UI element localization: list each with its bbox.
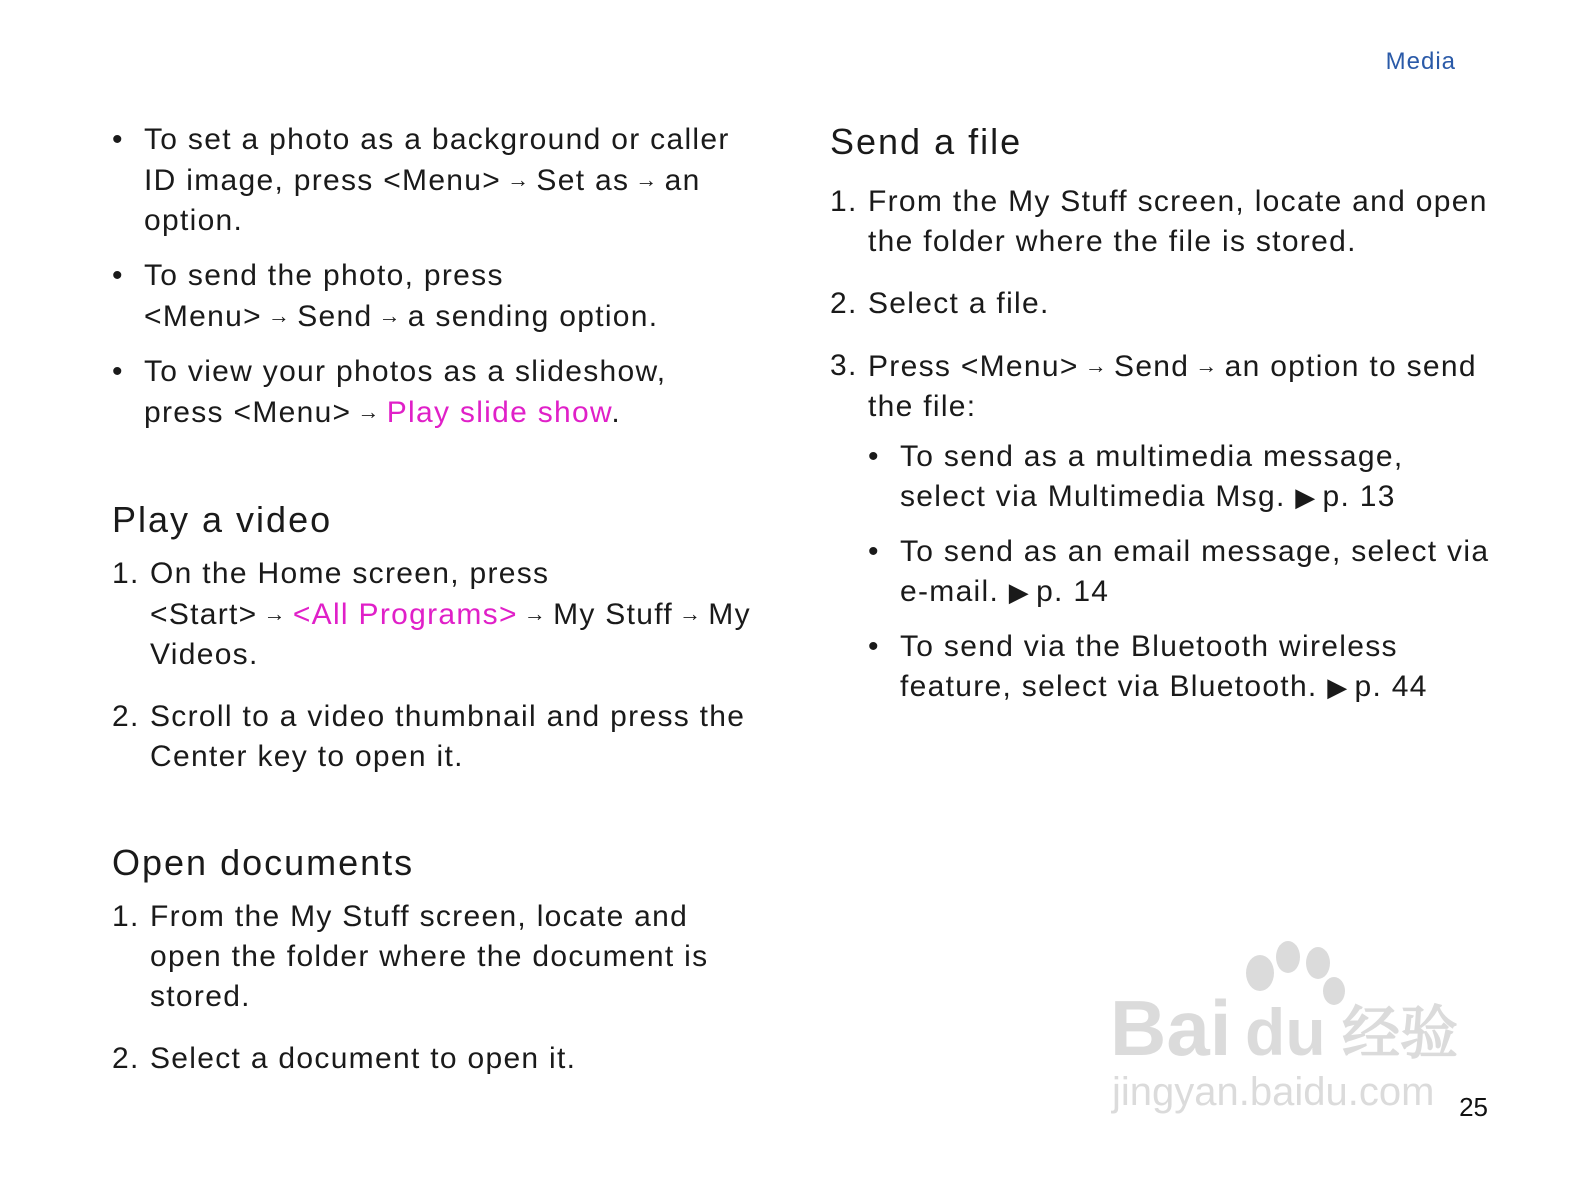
menu-path: My Stuff xyxy=(553,598,673,631)
page-ref-triangle-icon: ▶ xyxy=(1295,482,1317,512)
bullet-text: a sending option. xyxy=(407,300,659,333)
arrow-icon: → xyxy=(1084,353,1109,378)
menu-path-highlight: Play slide show xyxy=(386,396,612,429)
menu-path-highlight: <All Programs> xyxy=(292,598,518,631)
step-text: Select a document to open it. xyxy=(150,1042,577,1075)
step-text: From the My Stuff screen, locate and open the folder where the document is stored. xyxy=(150,900,709,1013)
bullet-text: an option. xyxy=(144,164,701,237)
bullet-text: To set a photo as a background or caller ID image, press <Menu> xyxy=(144,123,730,197)
bullet-dot: • xyxy=(868,630,880,663)
step-number: 1. xyxy=(112,900,140,933)
bullet-dot: • xyxy=(112,259,124,292)
bullet-dot: • xyxy=(868,535,880,568)
arrow-icon: → xyxy=(1195,353,1219,378)
bullet-dot: • xyxy=(112,123,124,156)
step-play-video-2 xyxy=(112,697,752,777)
bullet-text: To send via the Bluetooth wireless feature, select via Bluetooth. xyxy=(900,630,1398,703)
bullet-slideshow xyxy=(112,352,752,433)
bullet-text: To view your photos as a slideshow, press <Menu> xyxy=(144,355,667,429)
step-number: 1. xyxy=(112,557,140,590)
step-number: 1. xyxy=(830,185,858,218)
page-number: 25 xyxy=(1459,1092,1488,1122)
step-open-docs-2 xyxy=(112,1039,752,1079)
bullet-set-photo xyxy=(112,120,752,241)
step-play-video-1 xyxy=(112,554,752,675)
send-option-email xyxy=(868,532,1490,612)
heading-open-documents: Open documents xyxy=(112,842,415,883)
step-text: Press <Menu> xyxy=(868,350,1079,383)
bullet-text: To send as an email message, select via e-mail. xyxy=(900,535,1490,608)
baidu-watermark-logo xyxy=(1110,935,1480,1120)
page-ref: p. 14 xyxy=(1036,575,1110,608)
menu-path: My Videos. xyxy=(150,598,751,671)
step-send-file-1 xyxy=(830,182,1490,262)
arrow-icon: → xyxy=(507,167,531,192)
step-text: On the Home screen, press <Start> xyxy=(150,557,550,631)
step-number: 3. xyxy=(830,349,858,382)
step-send-file-2 xyxy=(830,284,1490,324)
arrow-icon: → xyxy=(678,601,703,626)
bullet-text: To send the photo, press <Menu> xyxy=(144,259,504,333)
page-ref: p. 44 xyxy=(1354,670,1428,703)
menu-path: Set as xyxy=(536,164,630,197)
arrow-icon: → xyxy=(357,399,381,424)
arrow-icon: → xyxy=(635,167,659,192)
bullet-text: To send as a multimedia message, select via Multimedia Msg. xyxy=(900,440,1404,513)
right-column xyxy=(830,120,1490,722)
step-send-file-3 xyxy=(830,346,1490,427)
svg-text:jingyan.baidu.com: jingyan.baidu.com xyxy=(1112,1070,1435,1114)
step-number: 2. xyxy=(830,287,858,320)
page-ref-triangle-icon: ▶ xyxy=(1008,577,1031,607)
send-option-bluetooth xyxy=(868,627,1490,707)
menu-path: Send xyxy=(1114,350,1190,383)
step-number: 2. xyxy=(112,700,140,733)
arrow-icon: → xyxy=(523,601,548,626)
arrow-icon: → xyxy=(378,303,402,328)
step-text: From the My Stuff screen, locate and open the folder where the file is stored. xyxy=(868,185,1488,258)
left-column xyxy=(112,120,752,1101)
send-option-multimedia xyxy=(868,437,1490,517)
bullet-send-photo xyxy=(112,256,752,337)
page-ref: p. 13 xyxy=(1322,480,1396,513)
step-text: Scroll to a video thumbnail and press the Center key to open it. xyxy=(150,700,746,773)
section-label: Media xyxy=(1385,48,1456,75)
bullet-dot: • xyxy=(112,355,124,388)
arrow-icon: → xyxy=(263,601,287,626)
svg-text:Bai: Bai xyxy=(1110,984,1232,1072)
step-text: Select a file. xyxy=(868,287,1050,320)
heading-send-file: Send a file xyxy=(830,121,1023,162)
heading-play-video: Play a video xyxy=(112,499,333,540)
step-open-docs-1 xyxy=(112,897,752,1017)
svg-text:du: du xyxy=(1245,995,1326,1069)
step-text: an option to send the file: xyxy=(868,350,1477,423)
arrow-icon: → xyxy=(267,303,292,328)
send-options-list xyxy=(868,437,1490,707)
bullet-dot: • xyxy=(868,440,880,473)
menu-path: Send xyxy=(297,300,373,333)
page-ref-triangle-icon: ▶ xyxy=(1327,672,1349,702)
svg-text:经验: 经验 xyxy=(1342,999,1459,1067)
step-number: 2. xyxy=(112,1042,140,1075)
bullet-text: . xyxy=(611,396,621,429)
paw-icon xyxy=(1246,941,1345,1005)
